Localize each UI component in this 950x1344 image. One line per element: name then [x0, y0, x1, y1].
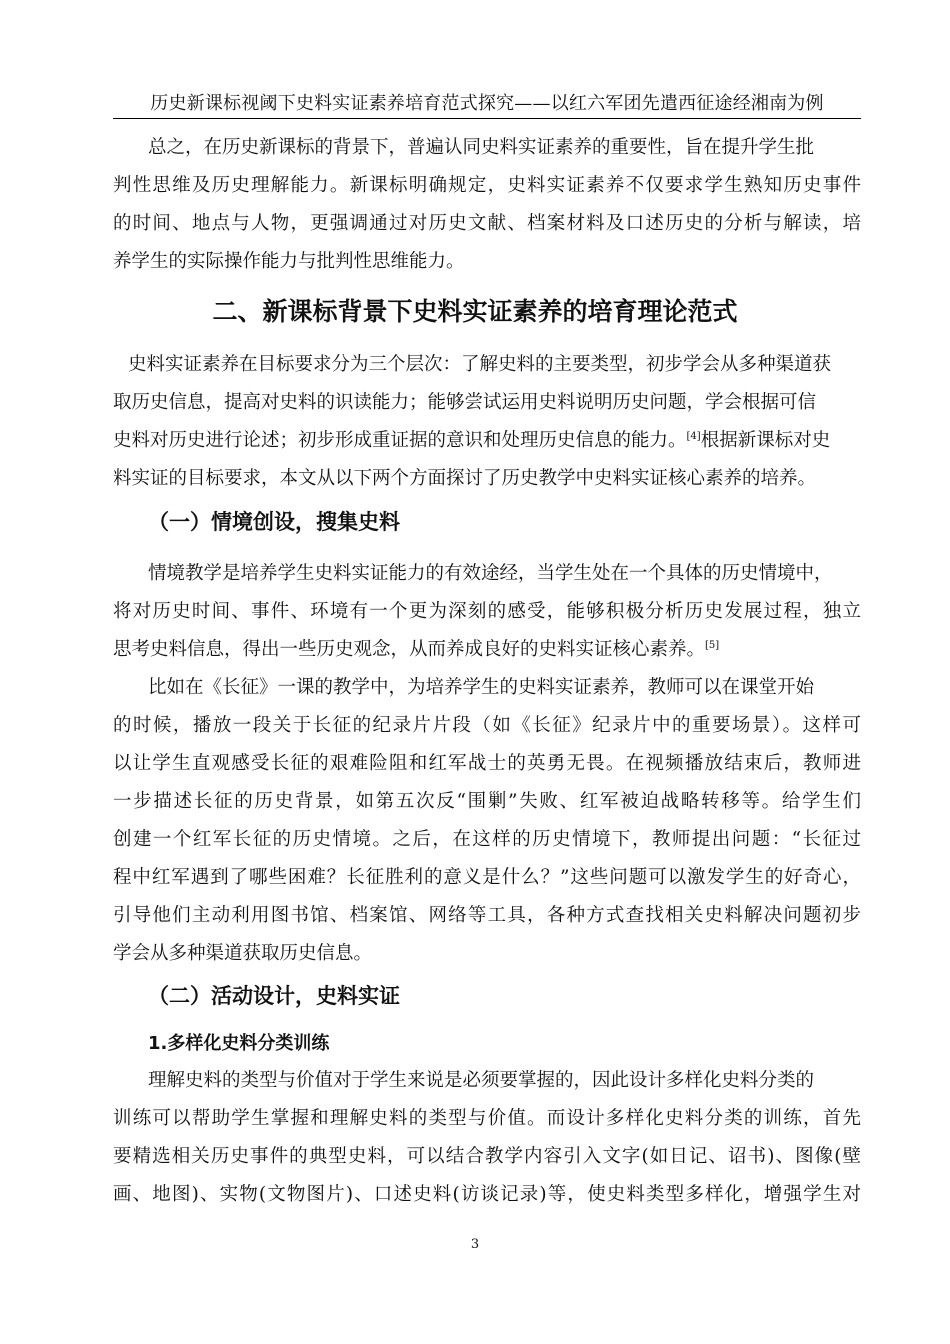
paragraph-4-line-3: 以让学生直观感受长征的艰难险阻和红军战士的英勇无畏。在视频播放结束后，教师进: [113, 753, 861, 774]
paragraph-2-line-3-text-b: 根据新课标对史: [700, 430, 831, 451]
paragraph-4-line-7: 引导他们主动利用图书馆、档案馆、网络等工具，各种方式查找相关史料解决问题初步: [113, 905, 861, 926]
paragraph-4-line-2: 的时候，播放一段关于长征的纪录片片段（如《长征》纪录片中的重要场景）。这样可: [113, 715, 861, 736]
citation-4: [4]: [686, 431, 701, 442]
paragraph-3-line-3: [113, 638, 719, 662]
paragraph-2-line-4: 料实证的目标要求，本文从以下两个方面探讨了历史教学中史料实证核心素养的培养。: [113, 468, 817, 489]
item-heading-1: 1.多样化史料分类训练: [148, 1033, 330, 1054]
paragraph-2-line-1: 史料实证素养在目标要求分为三个层次：了解史料的主要类型，初步学会从多种渠道获: [128, 354, 832, 375]
paragraph-5-line-2: 训练可以帮助学生掌握和理解史料的类型与价值。而设计多样化史料分类的训练，首先: [113, 1108, 861, 1129]
citation-5: [5]: [705, 640, 720, 651]
paragraph-5-line-3: 要精选相关历史事件的典型史料，可以结合教学内容引入文字(如日记、诏书)、图像(壁: [113, 1146, 861, 1167]
paragraph-5-line-1: 理解史料的类型与价值对于学生来说是必须要掌握的，因此设计多样化史料分类的: [148, 1070, 815, 1091]
page-number: 3: [470, 1237, 480, 1252]
subheading-1: （一）情境创设，搜集史料: [148, 510, 400, 534]
paragraph-3-line-1: 情境教学是培养学生史料实证能力的有效途经，当学生处在一个具体的历史情境中，: [148, 563, 833, 584]
paragraph-3-line-3-text: 思考史料信息，得出一些历史观念，从而养成良好的史料实证核心素养。: [113, 639, 706, 660]
paragraph-4-line-1: 比如在《长征》一课的教学中，为培养学生的史料实证素养，教师可以在课堂开始: [148, 677, 815, 698]
paragraph-4-line-4: 一步描述长征的历史背景，如第五次反“围剿”失败、红军被迫战略转移等。给学生们: [113, 791, 861, 812]
paragraph-5-line-4: 画、地图)、实物(文物图片)、口述史料(访谈记录)等，使史料类型多样化，增强学生对: [113, 1184, 861, 1205]
paragraph-4-line-5: 创建一个红军长征的历史情境。之后，在这样的历史情境下，教师提出问题：“长征过: [113, 829, 861, 850]
paragraph-1-line-1: 总之，在历史新课标的背景下，普遍认同史料实证素养的重要性，旨在提升学生批: [148, 137, 815, 158]
paragraph-2-line-3: [113, 429, 830, 453]
paragraph-3-line-2: 将对历史时间、事件、环境有一个更为深刻的感受，能够积极分析历史发展过程，独立: [113, 601, 861, 622]
paragraph-2-line-3-text-a: 史料对历史进行论述；初步形成重证据的意识和处理历史信息的能力。: [113, 430, 687, 451]
section-heading: 二、新课标背景下史料实证素养的培育理论范式: [212, 297, 738, 326]
paragraph-1-line-3: 的时间、地点与人物，更强调通过对历史文献、档案材料及口述历史的分析与解读，培: [113, 213, 861, 234]
paragraph-2-line-2: 取历史信息，提高对史料的识读能力；能够尝试运用史料说明历史问题，学会根据可信: [113, 392, 817, 413]
paragraph-1-line-2: 判性思维及历史理解能力。新课标明确规定，史料实证素养不仅要求学生熟知历史事件: [113, 175, 861, 196]
paragraph-4-line-8: 学会从多种渠道获取历史信息。: [113, 943, 373, 964]
paragraph-1-line-4: 养学生的实际操作能力与批判性思维能力。: [113, 251, 465, 272]
running-header: 历史新课标视阈下史料实证素养培育范式探究——以红六军团先遣西征途经湘南为例: [113, 92, 861, 119]
paragraph-4-line-6: 程中红军遇到了哪些困难？长征胜利的意义是什么？”这些问题可以激发学生的好奇心，: [113, 867, 861, 888]
subheading-2: （二）活动设计，史料实证: [148, 984, 400, 1008]
